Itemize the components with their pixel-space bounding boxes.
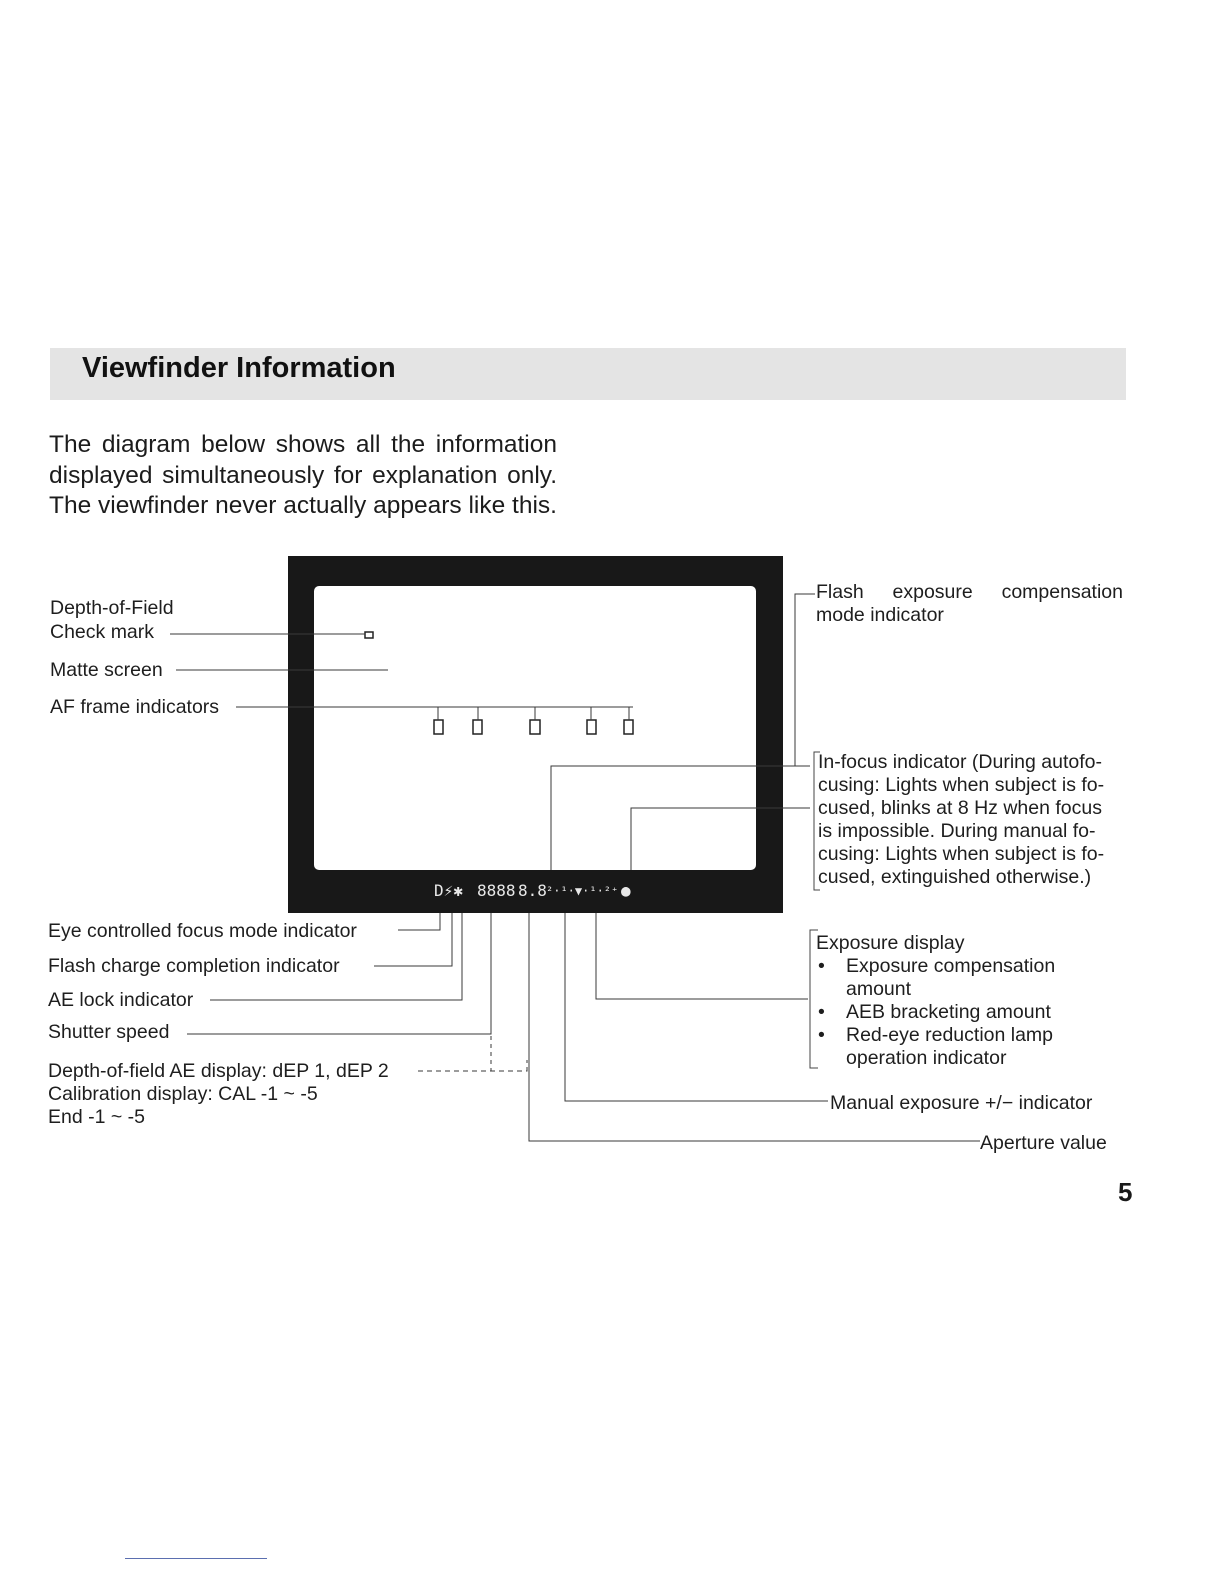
dof-ae-leader xyxy=(418,1060,527,1071)
label-matte-screen: Matte screen xyxy=(50,659,163,681)
list-item: • Red-eye reduction lamp operation indicator xyxy=(816,1024,1116,1070)
intro-paragraph: The diagram below shows all the information displayed simultaneously for explanation only. The viewfinder never actually appears like this. xyxy=(49,431,557,519)
list-item: • AEB bracketing amount xyxy=(816,1001,1116,1024)
lcd-exposure-scale: ²·¹·▼·¹·²⁺ xyxy=(546,884,619,898)
label-af-frame-indicators: AF frame indicators xyxy=(50,696,220,718)
lcd-in-focus-dot: ● xyxy=(621,881,631,900)
exposure-display-list xyxy=(816,955,1116,1070)
label-shutter-speed: Shutter speed xyxy=(48,1021,170,1043)
footer-rule xyxy=(125,1558,267,1559)
lcd-shutter-digits: 8888 xyxy=(477,881,516,900)
label-eye-control: Eye controlled focus mode indicator xyxy=(48,920,357,942)
list-item: • Exposure compensation amount xyxy=(816,955,1116,1001)
label-flash-comp-1: Flash exposure compensation xyxy=(816,581,1123,603)
label-manual-exposure: Manual exposure +/− indicator xyxy=(830,1092,1093,1114)
page-number: 5 xyxy=(1118,1177,1133,1207)
label-dof-ae-display: Depth-of-field AE display: dEP 1, dEP 2 xyxy=(48,1060,389,1082)
in-focus-description: In-focus indicator (During autofo- cusing: Lights when subject is fo- cused, blinks at 8 Hz when focus is impossible. During manual fo- cusing: Lights when subject is fo- cused, extinguished otherwise.) xyxy=(818,751,1105,888)
lcd-aperture-digits: 8.8 xyxy=(518,881,547,900)
label-flash-charge: Flash charge completion indicator xyxy=(48,955,340,977)
label-end: End -1 ~ -5 xyxy=(48,1106,146,1128)
label-dof-check-1: Depth-of-Field xyxy=(50,597,174,619)
lcd-symbols: D⚡✱ xyxy=(434,881,463,900)
matte-screen-area xyxy=(314,586,756,870)
label-flash-comp-2: mode indicator xyxy=(816,604,944,626)
label-ae-lock: AE lock indicator xyxy=(48,989,194,1011)
page-title: Viewfinder Information xyxy=(82,352,396,384)
label-exposure-display: Exposure display xyxy=(816,932,965,954)
label-aperture-value: Aperture value xyxy=(980,1132,1107,1154)
label-dof-check-2: Check mark xyxy=(50,621,155,643)
label-calibration-display: Calibration display: CAL -1 ~ -5 xyxy=(48,1083,318,1105)
